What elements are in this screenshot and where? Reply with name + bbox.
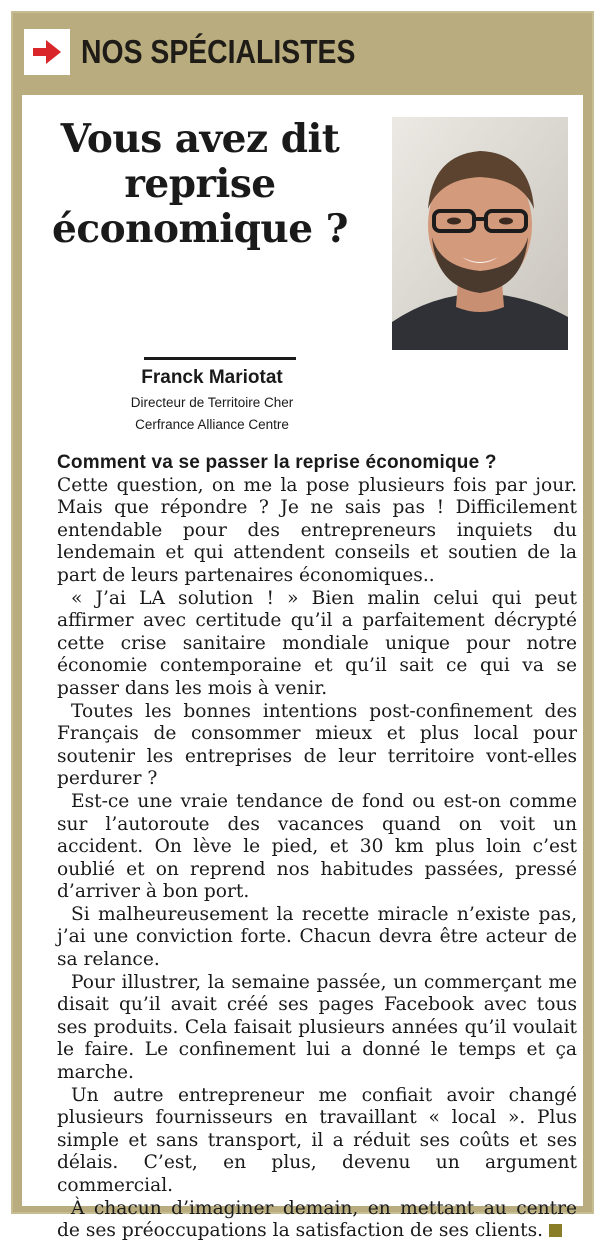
article-frame: [11, 11, 594, 1242]
arrow-right-icon: [29, 34, 65, 70]
author-role: Directeur de Territoire Cher: [130, 395, 294, 410]
paragraph-4: Est-ce une vraie tendance de fond ou est-on comme sur l’autoroute des vacances quand on voit un accident. On lève le pied, et 30 km plus loin c’est oublié et on reprend nos habitudes passées, pressé d’arriver à bon port.: [57, 790, 577, 903]
paragraph-2: « J’ai LA solution ! » Bien malin celui qui peut affirmer avec certitude qu’il a parfaitement décrypté cette crise sanitaire mondiale unique pour notre économie contemporaine et qu’il sait ce qui va se passer dans les mois à venir.: [57, 587, 577, 699]
paragraph-3: Toutes les bonnes intentions post-confinement des Français de consommer mieux et plus local pour soutenir les entreprises de leur territoire vont-elles perdurer ?: [57, 700, 577, 790]
arrow-box: [24, 29, 70, 75]
paragraph-6: Pour illustrer, la semaine passée, un commerçant me disait qu’il avait créé ses pages Facebook avec tous ses produits. Cela faisait plusieurs années qu’il voulait le faire. Le confinement lui a donné le temps et ça marche.: [57, 971, 577, 1084]
section-header: [21, 23, 584, 85]
author-organization: Cerfrance Alliance Centre: [135, 417, 289, 432]
section-title: NOS SPÉCIALISTES: [81, 33, 356, 70]
end-mark: [549, 1224, 562, 1237]
paragraph-1: Comment va se passer la reprise économique ? Cette question, on me la pose plusieurs fois par jour. Mais que répondre ? Je ne sais pas ! Difficilement entendable pour des entrepreneurs inquiets du lendemain et qui attendent conseils et soutien de la part de leurs partenaires économiques..: [57, 452, 577, 586]
article-panel: [22, 95, 583, 1242]
paragraph-5: Si malheureusement la recette miracle n’existe pas, j’ai une conviction forte. Chacun devra être acteur de sa relance.: [57, 903, 577, 971]
article-lead: Comment va se passer la reprise économique ?: [57, 452, 497, 473]
article-body: [57, 452, 577, 1243]
author-photo: [392, 117, 568, 350]
author-name: Franck Mariotat: [141, 367, 283, 388]
article-headline: Vous avez dit reprise économique ?: [52, 116, 348, 252]
paragraph-7: Un autre entrepreneur me confiait avoir changé plusieurs fournisseurs en travaillant « local ». Plus simple et sans transport, il a réduit ses coûts et ses délais. C’est, en plus, devenu un argument commercial.: [57, 1084, 577, 1196]
paragraph-8: À chacun d’imaginer demain, en mettant au centre de ses préoccupations la satisfaction de ses clients.: [57, 1197, 577, 1242]
author-divider: [144, 357, 296, 360]
